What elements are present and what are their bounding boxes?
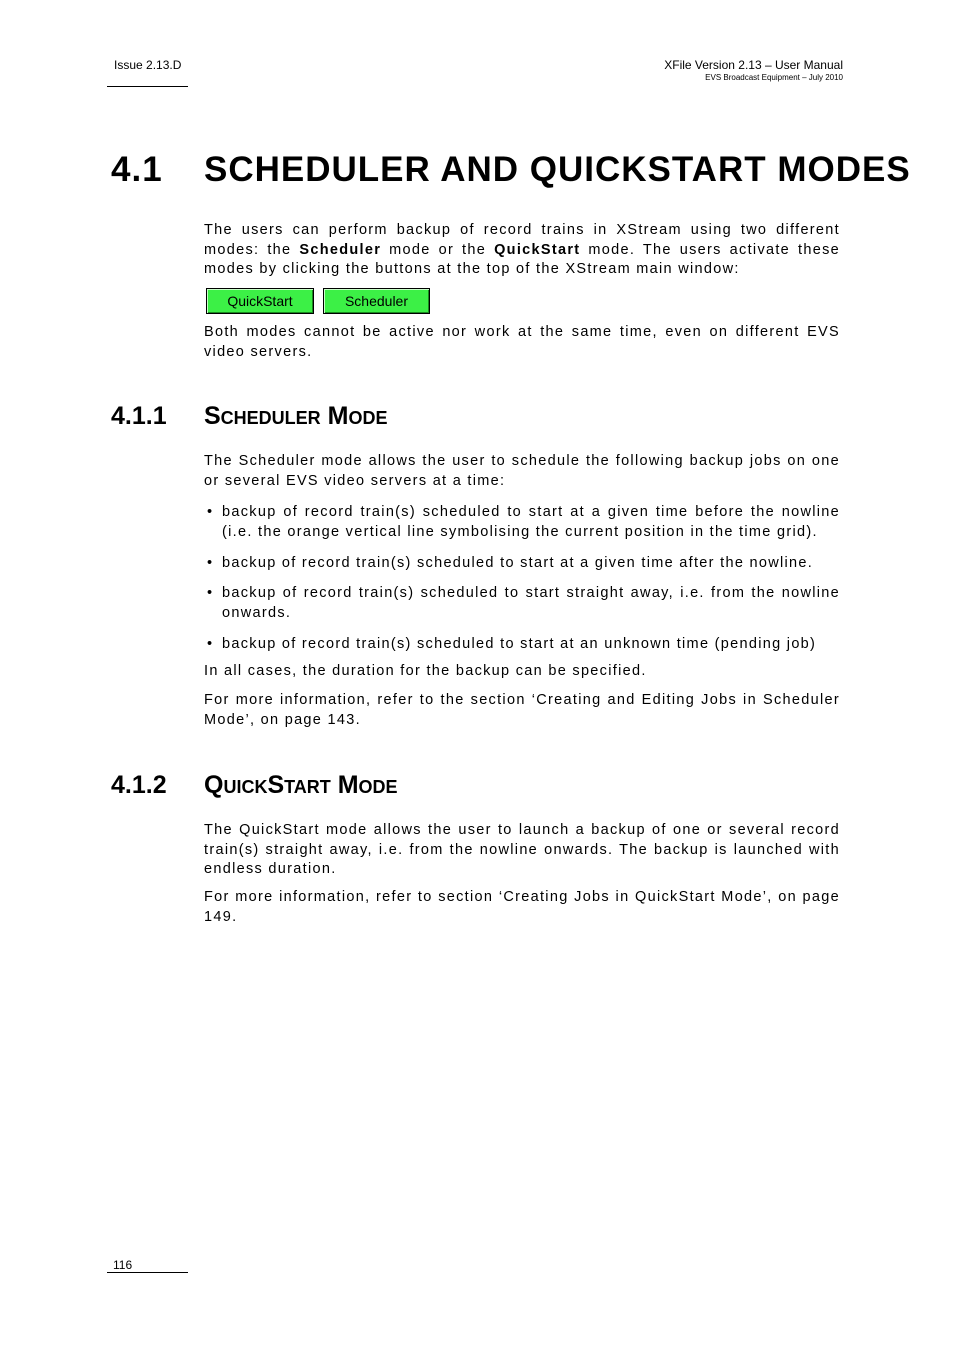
list-item-text: backup of record train(s) scheduled to start straight away, i.e. from the nowline onwards. bbox=[222, 585, 840, 621]
scheduler-intro-paragraph: The Scheduler mode allows the user to schedule the following backup jobs on one or several EVS video servers at a time: bbox=[204, 453, 840, 489]
list-item bbox=[204, 583, 840, 623]
subsection-number: 4.1.1 bbox=[111, 402, 167, 430]
header-subtitle: EVS Broadcast Equipment – July 2010 bbox=[705, 73, 843, 82]
header-rule bbox=[107, 86, 188, 87]
scheduler-reference-paragraph: For more information, refer to the section ‘Creating and Editing Jobs in Scheduler Mode’, on page 143. bbox=[204, 692, 840, 728]
bullet-icon: • bbox=[207, 555, 214, 571]
subsection-number: 4.1.2 bbox=[111, 771, 167, 799]
list-item-text: backup of record train(s) scheduled to start at a given time before the nowline (i.e. the orange vertical line symbolising the current position in the time grid). bbox=[222, 504, 840, 540]
bullet-icon: • bbox=[207, 636, 214, 652]
header-issue: Issue 2.13.D bbox=[114, 58, 182, 72]
intro-bold-scheduler: Scheduler bbox=[299, 241, 382, 258]
quickstart-button[interactable]: QuickStart bbox=[206, 288, 314, 314]
subsection-title: Scheduler Mode bbox=[204, 402, 388, 430]
list-item-text: backup of record train(s) scheduled to start at a given time after the nowline. bbox=[222, 555, 814, 571]
bullet-icon: • bbox=[207, 585, 214, 601]
intro-text-3: mode. The users activate these modes by clicking the buttons at the top of the XStream main window: bbox=[204, 241, 840, 277]
intro-bold-quickstart: QuickStart bbox=[494, 241, 581, 258]
intro-paragraph bbox=[204, 221, 840, 280]
quickstart-intro-paragraph: The QuickStart mode allows the user to launch a backup of one or several record train(s) straight away, i.e. from the nowline onwards. The backup is launched with endless duration. bbox=[204, 822, 840, 877]
header-title: XFile Version 2.13 – User Manual bbox=[664, 58, 843, 72]
header-title-block bbox=[664, 58, 843, 83]
section-heading-4-1-1 bbox=[111, 402, 387, 431]
section-heading-4-1-2 bbox=[111, 771, 398, 800]
section-title: SCHEDULER AND QUICKSTART MODES bbox=[204, 150, 911, 189]
list-item bbox=[204, 634, 840, 654]
section-number: 4.1 bbox=[111, 150, 163, 189]
bullet-icon: • bbox=[207, 504, 214, 520]
footer-rule bbox=[107, 1272, 188, 1273]
section-heading-4-1 bbox=[111, 150, 911, 190]
scheduler-button[interactable]: Scheduler bbox=[323, 288, 430, 314]
list-item bbox=[204, 553, 840, 573]
page-number: 116 bbox=[113, 1258, 133, 1272]
list-item bbox=[204, 502, 840, 542]
duration-paragraph: In all cases, the duration for the backup can be specified. bbox=[204, 663, 647, 679]
modes-note-paragraph: Both modes cannot be active nor work at the same time, even on different EVS video servers. bbox=[204, 324, 840, 360]
list-item-text: backup of record train(s) scheduled to start at an unknown time (pending job) bbox=[222, 636, 817, 652]
intro-text-2: mode or the bbox=[381, 241, 495, 258]
subsection-title: QuickStart Mode bbox=[204, 771, 398, 799]
intro-text-1: The users can perform backup of record trains in XStream using two different modes: the bbox=[204, 222, 840, 258]
quickstart-reference-paragraph: For more information, refer to section ‘Creating Jobs in QuickStart Mode’, on page 149. bbox=[204, 889, 840, 925]
